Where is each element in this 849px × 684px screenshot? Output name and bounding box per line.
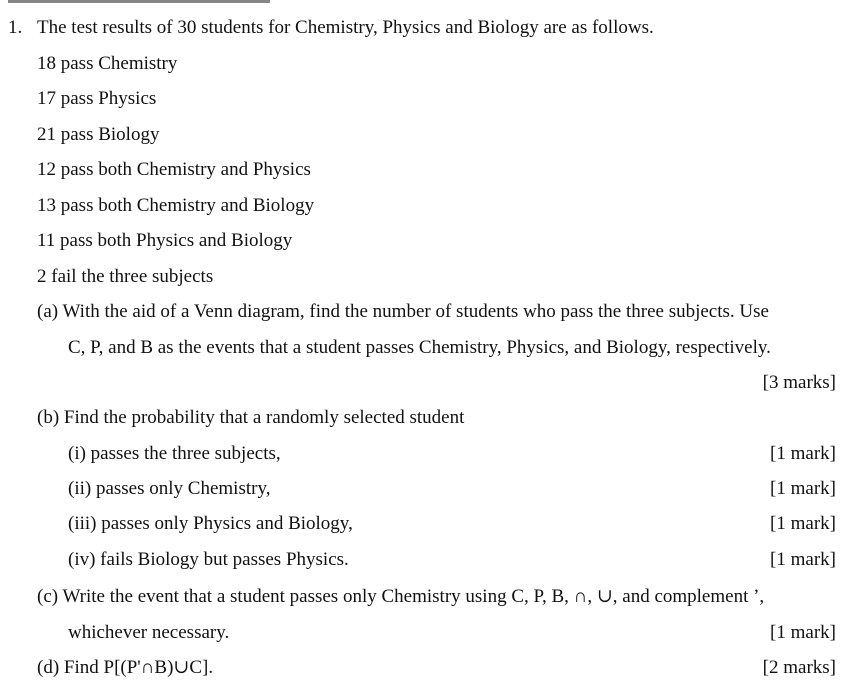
given-line: 18 pass Chemistry [37, 53, 178, 74]
given-line: 21 pass Biology [37, 124, 160, 145]
part-b-item: (iii) passes only Physics and Biology, [68, 513, 353, 534]
part-d-text: (d) Find P[(P'∩B)∪C]. [37, 657, 214, 678]
part-b-item-marks: [1 mark] [770, 478, 836, 499]
part-b-item-marks: [1 mark] [770, 549, 836, 570]
part-b-item: (i) passes the three subjects, [68, 443, 281, 464]
part-c-line2: whichever necessary. [68, 622, 230, 643]
part-b-stem: (b) Find the probability that a randomly selected student [37, 407, 465, 428]
question-number: 1. [8, 17, 23, 38]
given-line: 2 fail the three subjects [37, 266, 214, 287]
given-line: 13 pass both Chemistry and Biology [37, 195, 315, 216]
part-b-item: (iv) fails Biology but passes Physics. [68, 549, 349, 570]
part-d-marks: [2 marks] [762, 657, 836, 678]
part-b-item-marks: [1 mark] [770, 443, 836, 464]
part-c-marks: [1 mark] [770, 622, 836, 643]
part-a-marks: [3 marks] [762, 372, 836, 393]
given-line: 17 pass Physics [37, 88, 157, 109]
question-intro: The test results of 30 students for Chemistry, Physics and Biology are as follows. [37, 17, 654, 38]
part-b-item: (ii) passes only Chemistry, [68, 478, 271, 499]
given-line: 12 pass both Chemistry and Physics [37, 159, 311, 180]
part-b-item-marks: [1 mark] [770, 513, 836, 534]
part-a-line2: C, P, and B as the events that a student passes Chemistry, Physics, and Biology, respectively. [68, 337, 771, 358]
given-line: 11 pass both Physics and Biology [37, 230, 293, 251]
top-divider [8, 0, 270, 3]
part-a-line1: (a) With the aid of a Venn diagram, find the number of students who pass the three subjects. Use [37, 301, 769, 322]
part-c-line1: (c) Write the event that a student passes only Chemistry using C, P, B, ∩, ∪, and complement ’, [37, 586, 765, 607]
